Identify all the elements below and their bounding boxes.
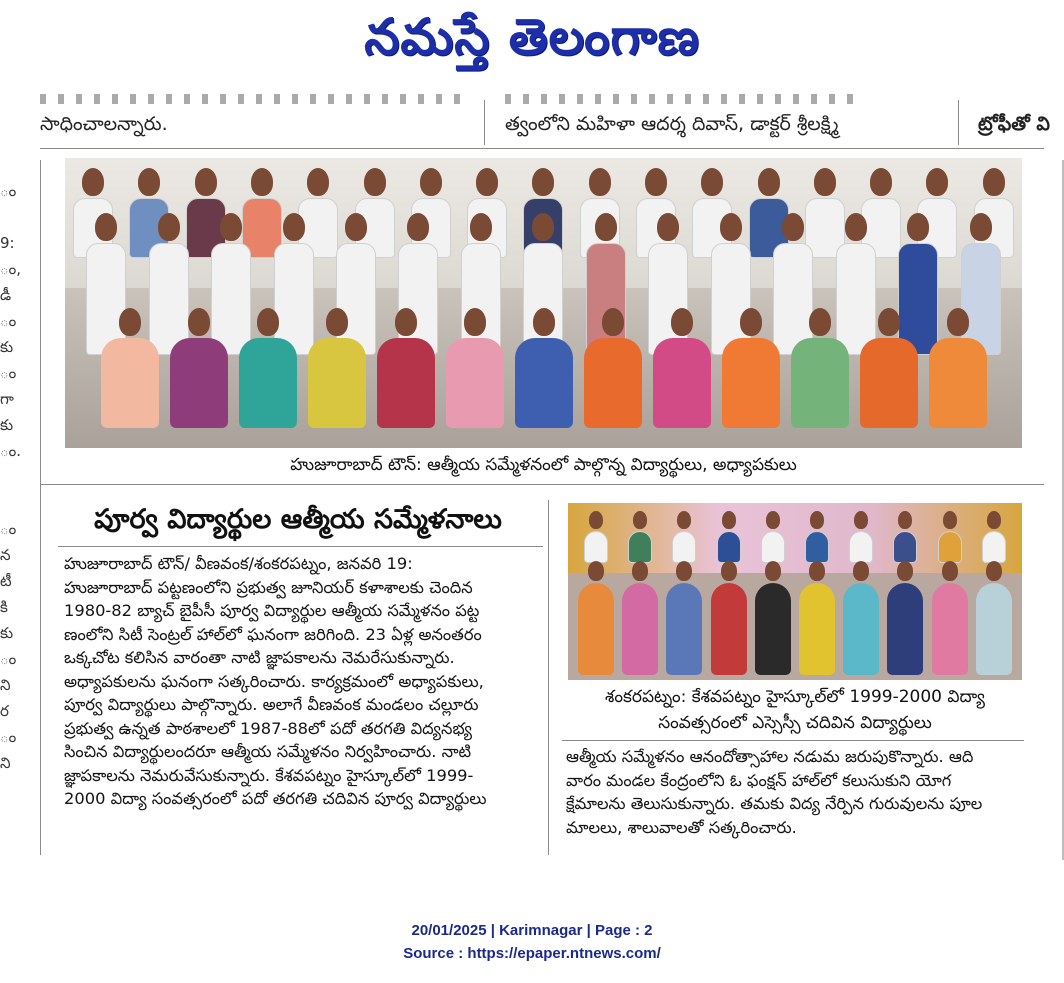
- article-right-line: క్షేమాలను తెలుసుకున్నారు. తమకు విద్య నేర్పిన గురువులను పూల: [566, 794, 983, 813]
- clipped-column-line: ం.: [0, 442, 22, 460]
- column-divider-left: [40, 160, 41, 855]
- article-left-line: హుజూరాబాద్ టౌన్/ వీణవంక/శంకరపట్నం, జనవరి 19:: [64, 554, 413, 573]
- clipped-column-line: ని: [0, 754, 11, 772]
- previous-article-tail-left: సాధించాలన్నారు.: [40, 113, 168, 135]
- clipped-column-line: ర: [0, 702, 9, 720]
- clipped-column-line: 9:: [0, 234, 15, 252]
- headline-rule: [58, 546, 543, 547]
- masthead: [0, 2, 1064, 80]
- previous-article-tail-middle: త్వంలోని మహిళా ఆదర్శ దివాస్, డాక్టర్ శ్రీలక్ష్మి: [505, 113, 839, 135]
- clipped-text-fragment-left: [40, 94, 460, 104]
- photo2-row-front: [568, 561, 1022, 675]
- clipped-column-line: [0, 490, 14, 516]
- clipped-column-line: ం: [0, 364, 17, 382]
- article-left-line: ప్రభుత్వ ఉన్నత పాఠశాలలో 1987-88లో పదో తరగతి విద్యనభ్య: [64, 718, 472, 738]
- article-right-line: వారం మండల కేంద్రంలోని ఓ ఫంక్షన్ హాల్‌లో కలుసుకుని యోగ: [566, 770, 952, 790]
- footer-source: Source : https://epaper.ntnews.com/: [403, 945, 661, 962]
- article-body-left: [64, 552, 534, 811]
- clipped-column-line: ని: [0, 676, 11, 694]
- column-divider-top-1: [484, 100, 485, 145]
- clipped-column-line: [0, 464, 14, 490]
- article-left-line: జ్ఞాపకాలను నెమరువేసుకున్నారు. కేశవపట్నం హైస్కూల్‌లో 1999-: [64, 765, 474, 785]
- newspaper-logo: నమస్తే తెలంగాణ: [364, 8, 700, 66]
- article-left-line: ణంలోని సిటీ సెంట్రల్ హాల్‌లో ఘనంగా జరిగింది. 23 ఏళ్ల అనంతరం: [64, 624, 482, 644]
- secondary-group-photo: [568, 503, 1022, 680]
- clipped-column-line: కి: [0, 598, 8, 616]
- clipped-column-left: [0, 178, 22, 776]
- article-headline: పూర్వ విద్యార్థుల ఆత్మీయ సమ్మేళనాలు: [94, 504, 502, 535]
- article-body-right: [566, 745, 1022, 839]
- clipped-column-line: కు: [0, 416, 14, 434]
- main-group-photo: [65, 158, 1022, 448]
- article-left-line: పూర్వ విద్యార్థులు పాల్గొన్నారు. అలాగే వీణవంక మండలం చల్లూరు: [64, 695, 479, 714]
- previous-article-tail-right: ట్రోఫీతో వి: [978, 113, 1050, 135]
- clipped-column-line: ం: [0, 312, 17, 330]
- article-left-line: 1980-82 బ్యాచ్ బైపీసీ పూర్వ విద్యార్థుల ఆత్మీయ సమ్మేళనం పట్ట: [64, 601, 480, 620]
- photo2-row-back: [568, 511, 1022, 563]
- article-left-line: ఒక్కచోట కలిసిన వారంతా నాటి జ్ఞాపకాలను నెమరేసుకున్నారు.: [64, 648, 455, 667]
- article-left-line: సించిన విద్యార్థులందరూ ఆత్మీయ సమ్మేళనం నిర్వహించారు. నాటి: [64, 742, 472, 761]
- secondary-photo-caption-line1: శంకరపట్నం: కేశవపట్నం హైస్కూల్‌లో 1999-2000 విద్యా: [605, 687, 985, 707]
- clipped-column-line: టీ: [0, 572, 12, 590]
- photo-row-front: [65, 308, 1022, 428]
- clipped-column-line: కు: [0, 338, 14, 356]
- main-photo-caption: హుజూరాబాద్ టౌన్: ఆత్మీయ సమ్మేళనంలో పాల్గొన్న విద్యార్థులు, అధ్యాపకులు: [290, 455, 797, 475]
- secondary-photo-caption-line2: సంవత్సరంలో ఎస్సెస్సీ చదివిన విద్యార్థులు: [658, 713, 932, 733]
- clipped-column-line: డీ: [0, 286, 12, 304]
- footer-date-edition: 20/01/2025 | Karimnagar | Page : 2: [411, 922, 653, 939]
- clipped-column-line: ం: [0, 650, 17, 668]
- clipped-column-line: న: [0, 546, 11, 564]
- clipped-text-fragment-middle: [505, 94, 865, 104]
- article-left-line: హుజూరాబాద్ పట్టణంలోని ప్రభుత్వ జూనియర్ కళాశాలకు చెందిన: [64, 577, 473, 597]
- article-right-line: మాలలు, శాలువాలతో సత్కరించారు.: [566, 817, 797, 837]
- clipped-column-line: ం: [0, 520, 17, 538]
- article-left-line: అధ్యాపకులను ఘనంగా సత్కరించారు. కార్యక్రమంలో అధ్యాపకులు,: [64, 671, 484, 691]
- clipped-column-line: కు: [0, 624, 14, 642]
- section-rule: [40, 148, 1044, 149]
- article-right-line: ఆత్మీయ సమ్మేళనం ఆనందోత్సాహాల నడుమ జరుపుకొన్నారు. ఆది: [566, 747, 974, 766]
- caption-rule: [40, 484, 1044, 485]
- clipped-column-line: ం: [0, 728, 17, 746]
- clipped-column-line: ం: [0, 182, 17, 200]
- article-left-line: 2000 విద్యా సంవత్సరంలో పదో తరగతి చదివిన పూర్వ విద్యార్థులు: [64, 789, 487, 808]
- secondary-caption-rule: [562, 740, 1024, 741]
- column-divider-article: [548, 500, 549, 855]
- clipped-column-line: ం,: [0, 260, 22, 278]
- column-divider-top-2: [958, 100, 959, 145]
- clipped-column-line: [0, 204, 14, 230]
- clipped-column-line: గా: [0, 390, 14, 408]
